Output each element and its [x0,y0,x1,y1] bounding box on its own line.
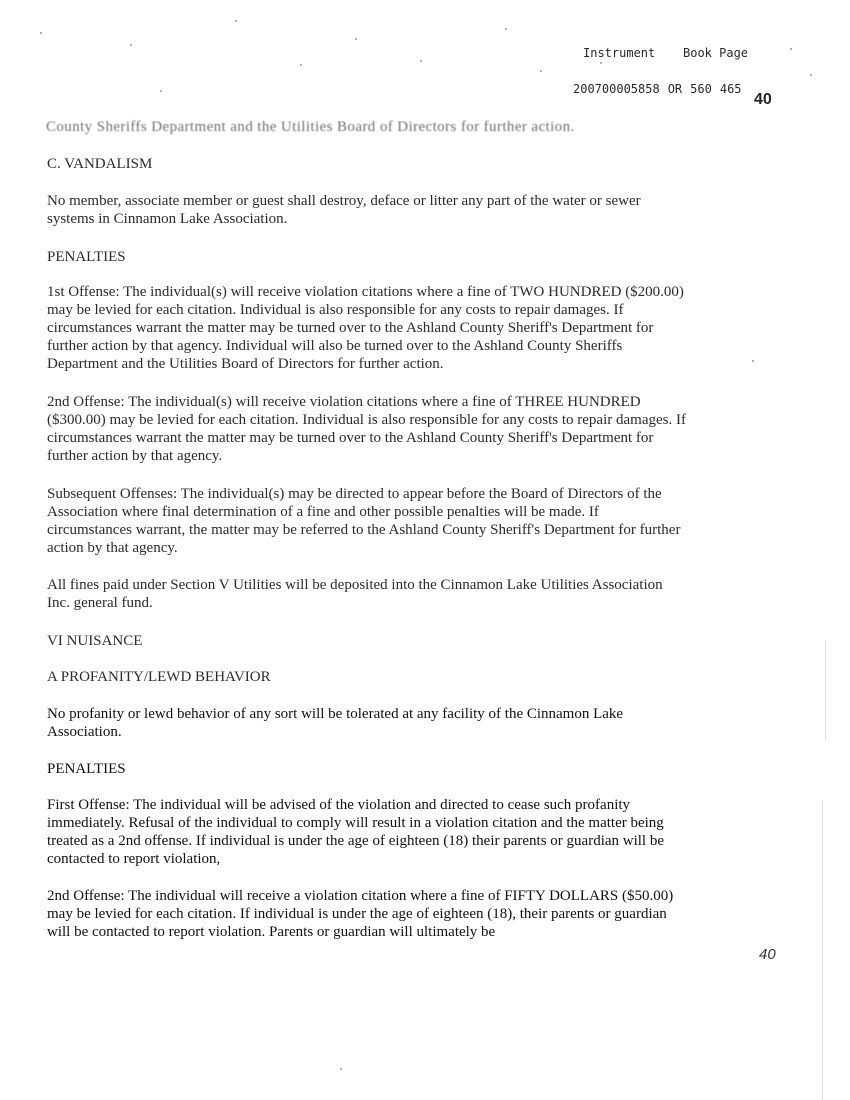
stamp-instrument-number: 200700005858 [573,82,660,96]
vandalism-heading: C. VANDALISM [47,156,153,172]
penalties-heading-2: PENALTIES [47,761,126,777]
scan-speck [505,28,507,30]
first-offense-paragraph: 1st Offense: The individual(s) will receive violation citations where a fine of TWO HUNDRED ($200.00) may be levied for each citation. Individual is also responsible for any costs to repair damages. If circumstances warrant the matter may be turned over to the Ashland County Sheriff's Department for further action by that agency. Individual will also be turned over to the Ashland County Sheriffs Department and the Utilities Board of Directors for further action. [47,284,684,372]
scan-speck [752,360,754,362]
first-offense-paragraph-2: First Offense: The individual will be advised of the violation and directed to cease such profanity immediately. Refusal of the individual to comply will result in a violation citation and the matter being treated as a 2nd offense. If individual is under the age of eighteen (18) their parents or guardian will be contacted to report violation, [47,797,665,867]
vandalism-text: No member, associate member or guest shall destroy, deface or litter any part of the water or sewer systems in Cinnamon Lake Association. [47,193,641,227]
penalties-heading: PENALTIES [47,249,126,265]
scan-speck [790,48,792,50]
recording-stamp [573,23,750,119]
stamp-page-2: 465 [719,82,742,96]
second-offense-paragraph-2: 2nd Offense: The individual will receive a violation citation where a fine of FIFTY DOLLARS ($50.00) may be levied for each citation. If individual is under the age of eighteen (18), their parents or guardian will be contacted to report violation. Parents or guardian will ultimately be [47,888,674,940]
scan-speck [160,90,162,92]
subsequent-offenses-paragraph: Subsequent Offenses: The individual(s) may be directed to appear before the Board of Directors of the Association where final determination of a fine and other possible penalties will be made. If circumstances warrant, the matter may be referred to the Ashland County Sheriff's Department for further action by that agency. [47,486,681,556]
second-offense-paragraph: 2nd Offense: The individual(s) will receive violation citations where a fine of THREE HUNDRED ($300.00) may be levied for each citation. Individual is also responsible for any costs to repair damages. If circumstances warrant the matter may be turned over to the Ashland County Sheriff's Department for further action by that agency. [47,394,686,464]
scan-speck [130,44,132,46]
profanity-text: No profanity or lewd behavior of any sort will be tolerated at any facility of the Cinnamon Lake Association. [47,706,624,740]
fines-note: All fines paid under Section V Utilities will be deposited into the Cinnamon Lake Utilities Association Inc. general fund. [47,577,663,611]
scan-speck [355,38,357,40]
page-number-bottom: 40 [759,946,776,963]
profanity-heading: A PROFANITY/LEWD BEHAVIOR [47,669,271,685]
stamp-book: OR [667,82,683,96]
stamp-page: 560 [690,82,712,96]
scan-speck [810,74,812,76]
nuisance-heading: VI NUISANCE [47,633,143,649]
stamp-instrument-label: Instrument [583,46,656,60]
scan-speck [300,64,302,66]
stamp-bookpage-label: Book Page [683,46,749,60]
scan-speck [420,60,422,62]
scan-speck [235,20,237,22]
cutoff-line: County Sheriffs Department and the Utilities Board of Directors for further action. [46,119,575,135]
scan-speck [340,1068,342,1070]
scan-speck [540,70,542,72]
page-number-top: 40 [754,91,772,108]
scan-speck [40,32,42,34]
scan-line [822,800,823,1100]
scan-line [825,640,826,740]
